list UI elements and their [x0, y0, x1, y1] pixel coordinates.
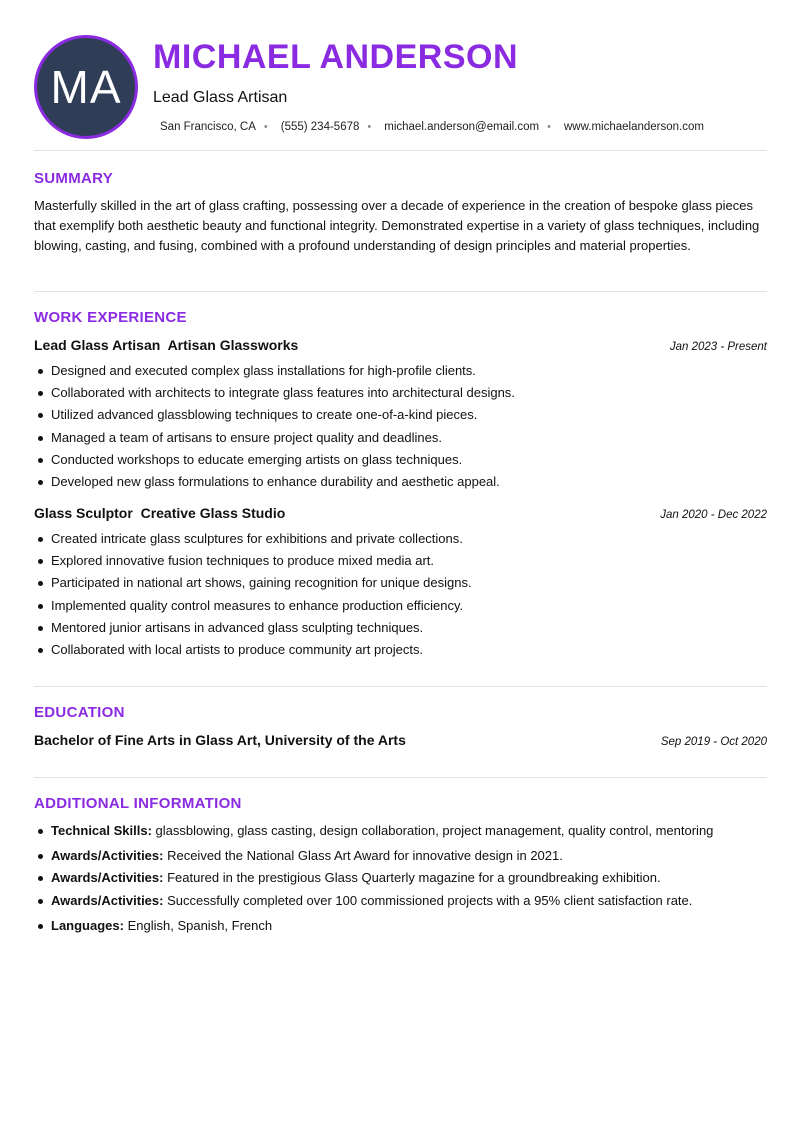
list-item: Participated in national art shows, gaining recognition for unique designs.	[51, 572, 767, 594]
list-item: Implemented quality control measures to enhance production efficiency.	[51, 595, 767, 617]
contact-email[interactable]: michael.anderson@email.com	[384, 121, 540, 133]
item-label: Awards/Activities:	[51, 892, 164, 908]
divider	[34, 686, 767, 687]
divider	[34, 150, 767, 151]
education-dates: Sep 2019 - Oct 2020	[660, 736, 767, 748]
item-label: Technical Skills:	[51, 823, 152, 838]
candidate-title: Lead Glass Artisan	[153, 89, 288, 106]
additional-heading: ADDITIONAL INFORMATION	[34, 795, 242, 812]
list-item: Collaborated with architects to integrate glass features into architectural designs.	[51, 382, 767, 404]
contact-phone[interactable]: (555) 234-5678	[280, 121, 360, 133]
experience-heading: WORK EXPERIENCE	[34, 309, 187, 326]
job-dates: Jan 2020 - Dec 2022	[660, 509, 767, 521]
list-item: Utilized advanced glassblowing techniques to create one-of-a-kind pieces.	[51, 404, 767, 426]
list-item	[51, 915, 767, 937]
separator-dot: •	[547, 121, 551, 133]
list-item	[51, 890, 767, 912]
job-header	[34, 337, 767, 353]
degree: Bachelor of Fine Arts in Glass Art, University of the Arts	[34, 732, 406, 748]
candidate-name: MICHAEL ANDERSON	[153, 38, 519, 76]
item-label: Awards/Activities:	[51, 848, 164, 864]
avatar-initials: MA	[50, 61, 122, 113]
item-label: Awards/Activities:	[51, 870, 164, 886]
job-title: Lead Glass Artisan Artisan Glassworks	[34, 337, 299, 353]
contact-website[interactable]: www.michaelanderson.com	[563, 121, 704, 133]
item-text: glassblowing, glass casting, design collaboration, project management, quality control, mentoring	[151, 823, 714, 838]
job-bullets	[34, 528, 767, 661]
list-item: Mentored junior artisans in advanced glass sculpting techniques.	[51, 617, 767, 639]
additional-list	[34, 820, 767, 937]
list-item: Collaborated with local artists to produce community art projects.	[51, 639, 767, 661]
separator-dot: •	[367, 121, 372, 133]
job-bullets	[34, 360, 767, 493]
divider	[34, 777, 767, 778]
job-header	[34, 505, 767, 521]
contact-line	[160, 121, 704, 133]
list-item: Explored innovative fusion techniques to produce mixed media art.	[51, 550, 767, 572]
list-item	[51, 867, 767, 889]
item-text: Received the National Glass Art Award for innovative design in 2021.	[163, 848, 563, 864]
list-item: Designed and executed complex glass installations for high-profile clients.	[51, 360, 767, 382]
list-item: Conducted workshops to educate emerging artists on glass techniques.	[51, 449, 767, 471]
list-item	[51, 820, 767, 842]
job-title: Glass Sculptor Creative Glass Studio	[34, 505, 286, 521]
item-text: Featured in the prestigious Glass Quarterly magazine for a groundbreaking exhibition.	[163, 870, 661, 886]
item-text: Successfully completed over 100 commissioned projects with a 95% client satisfaction rate.	[163, 892, 693, 908]
list-item: Developed new glass formulations to enhance durability and aesthetic appeal.	[51, 471, 767, 493]
item-text: English, Spanish, French	[123, 917, 273, 933]
education-heading: EDUCATION	[34, 704, 125, 721]
education-entry	[34, 732, 767, 748]
avatar	[34, 35, 138, 139]
contact-location: San Francisco, CA	[160, 121, 256, 133]
list-item: Managed a team of artisans to ensure project quality and deadlines.	[51, 427, 767, 449]
summary-text: Masterfully skilled in the art of glass crafting, possessing over a decade of experience in the creation of bespoke glass pieces that exemplify both aesthetic beauty and functional integrity. Demonstrated expertise in a variety of glass techniques, including blowing, casting, and fusing, combined with a profound understanding of design principles and material properties.	[34, 198, 760, 254]
summary-heading: SUMMARY	[34, 170, 114, 187]
item-label: Languages:	[51, 917, 124, 933]
divider	[34, 291, 767, 292]
job-dates: Jan 2023 - Present	[669, 341, 767, 353]
list-item: Created intricate glass sculptures for exhibitions and private collections.	[51, 528, 767, 550]
list-item	[51, 845, 767, 867]
separator-dot: •	[263, 121, 268, 133]
